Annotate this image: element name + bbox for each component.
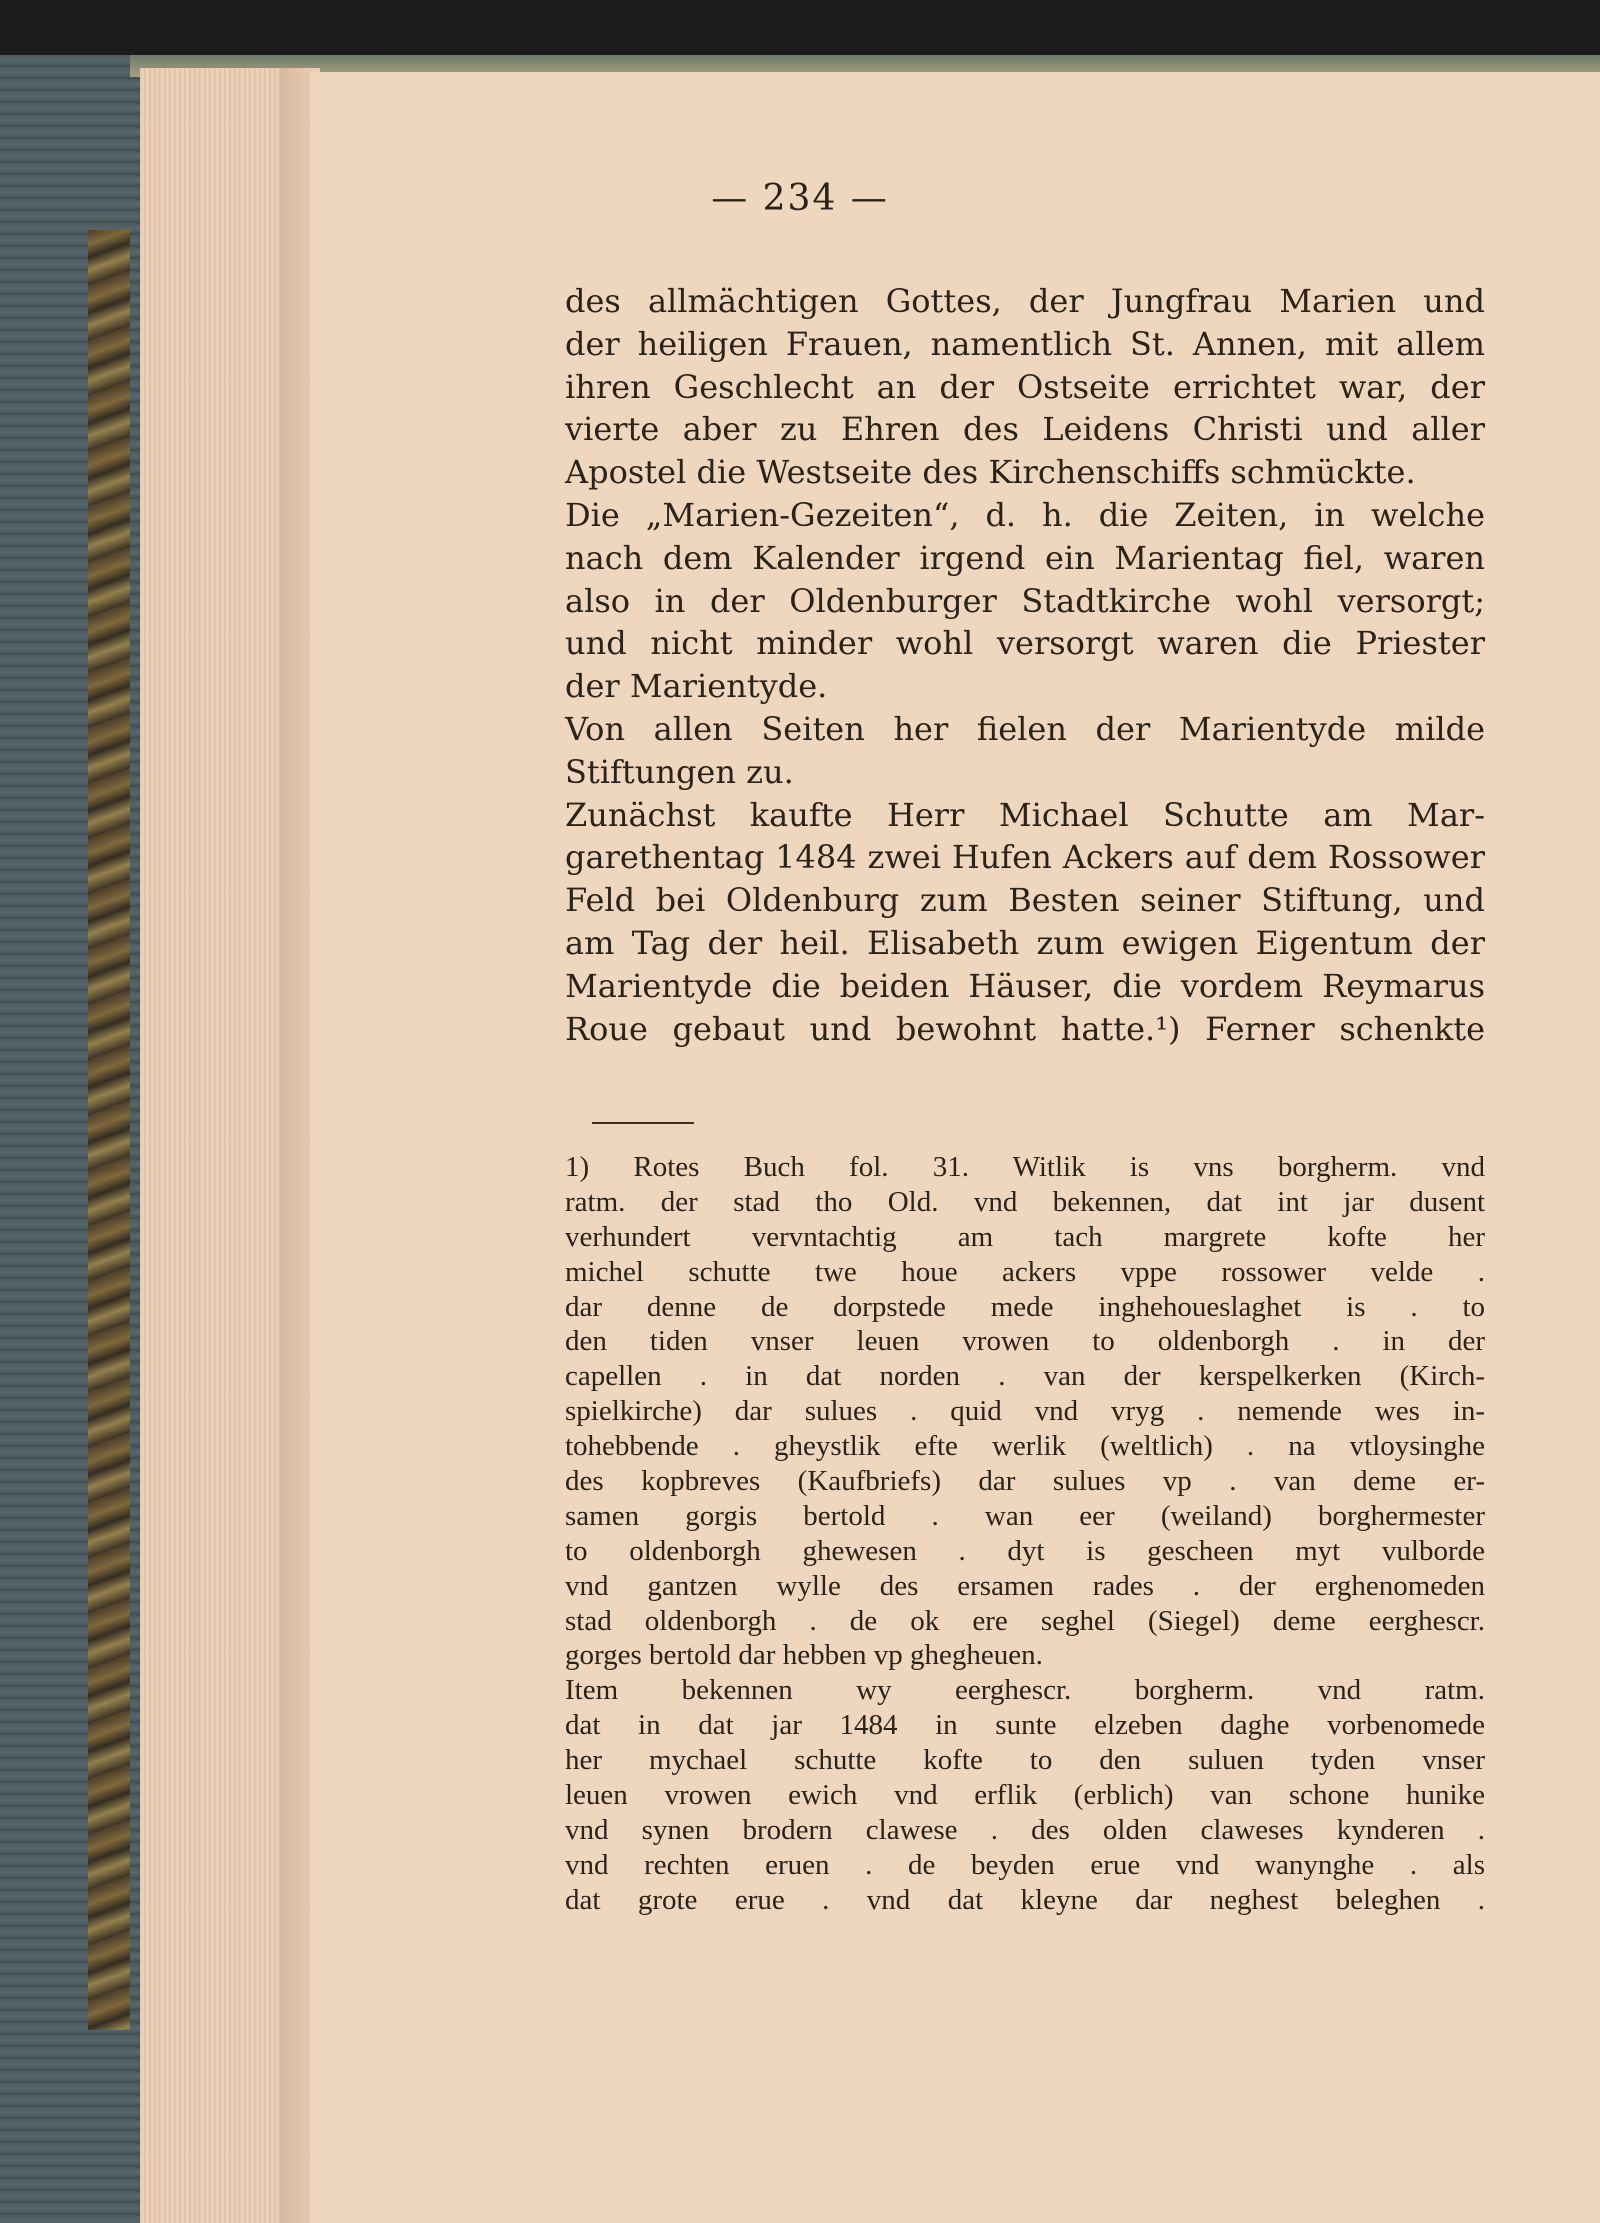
page-edges xyxy=(140,68,290,2223)
footnote-line: michel schutte twe houe ackers vppe rossower velde . xyxy=(565,1255,1485,1288)
footnote-line: dat grote erue . vnd dat kleyne dar neghest beleghen . xyxy=(565,1883,1485,1916)
footnote-line: dar denne de dorpstede mede inghehoueslaghet is . to xyxy=(565,1290,1485,1323)
footnote-line: 1) Rotes Buch fol. 31. Witlik is vns borgherm. vnd xyxy=(565,1151,1485,1183)
main-text xyxy=(565,280,1485,1050)
text-line: des allmächtigen Gottes, der Jungfrau Marien und xyxy=(565,282,1485,320)
text-line: am Tag der heil. Elisabeth zum ewigen Eigentum der xyxy=(565,923,1485,962)
text-line: der Marientyde. xyxy=(565,667,828,706)
footnote-line: leuen vrowen ewich vnd erflik (erblich) van schone hunike xyxy=(565,1779,1485,1812)
text-line: Zunächst kaufte Herr Michael Schutte am Mar- xyxy=(565,795,1485,834)
marbled-edge xyxy=(88,230,130,2030)
text-line: Feld bei Oldenburg zum Besten seiner Stiftung, und xyxy=(565,881,1485,920)
text-line: ihren Geschlecht an der Ostseite errichtet war, der xyxy=(565,367,1485,406)
footnote-line: her mychael schutte kofte to den suluen tyden vnser xyxy=(565,1744,1485,1777)
footnote xyxy=(565,1150,1485,1918)
text-line: Von allen Seiten her fielen der Marientyde milde xyxy=(565,709,1485,748)
footnote-line: stad oldenborgh . de ok ere seghel (Siegel) deme eerghescr. xyxy=(565,1604,1485,1637)
page-number: — 234 — xyxy=(711,178,889,219)
footnote-line: to oldenborgh ghewesen . dyt is gescheen myt vulborde xyxy=(565,1534,1485,1567)
footnote-line: vnd gantzen wylle des ersamen rades . der erghenomeden xyxy=(565,1569,1485,1602)
footnote-line: spielkirche) dar sulues . quid vnd vryg . nemende wes in- xyxy=(565,1395,1485,1428)
text-line: und nicht minder wohl versorgt waren die Priester xyxy=(565,624,1485,663)
footnote-line: vnd rechten eruen . de beyden erue vnd wanynghe . als xyxy=(565,1848,1485,1881)
text-line: Marientyde die beiden Häuser, die vordem Reymarus xyxy=(565,966,1485,1005)
footnote-line: tohebbende . gheystlik efte werlik (weltlich) . na vtloysinghe xyxy=(565,1430,1485,1463)
text-line: also in der Oldenburger Stadtkirche wohl versorgt; xyxy=(565,581,1485,620)
footnote-separator xyxy=(592,1122,694,1124)
footnote-line: den tiden vnser leuen vrowen to oldenborgh . in der xyxy=(565,1325,1485,1358)
text-line: Stiftungen zu. xyxy=(565,752,794,791)
footnote-line: capellen . in dat norden . van der kerspelkerken (Kirch- xyxy=(565,1360,1485,1393)
text-line: garethentag 1484 zwei Hufen Ackers auf dem Rossower xyxy=(565,838,1485,877)
footnote-line: des kopbreves (Kaufbriefs) dar sulues vp . van deme er- xyxy=(565,1465,1485,1498)
footnote-line: gorges bertold dar hebben vp ghegheuen. xyxy=(565,1639,1043,1672)
footnote-line: verhundert vervntachtig am tach margrete kofte her xyxy=(565,1220,1485,1253)
text-line: vierte aber zu Ehren des Leidens Christi und aller xyxy=(565,410,1485,449)
text-line: nach dem Kalender irgend ein Marientag fiel, waren xyxy=(565,538,1485,577)
text-line: Roue gebaut und bewohnt hatte.¹) Ferner schenkte xyxy=(565,1009,1485,1048)
footnote-line: ratm. der stad tho Old. vnd bekennen, dat int jar dusent xyxy=(565,1185,1485,1218)
text-line: Die „Marien-Gezeiten“, d. h. die Zeiten, in welche xyxy=(565,495,1485,534)
text-line: Apostel die Westseite des Kirchenschiffs schmückte. xyxy=(565,453,1416,492)
footnote-line: samen gorgis bertold . wan eer (weiland) borghermester xyxy=(565,1499,1485,1532)
footnote-line: dat in dat jar 1484 in sunte elzeben daghe vorbenomede xyxy=(565,1709,1485,1742)
footnote-line: Item bekennen wy eerghescr. borgherm. vnd ratm. xyxy=(565,1674,1485,1707)
text-line: der heiligen Frauen, namentlich St. Annen, mit allem xyxy=(565,324,1485,363)
footnote-line: vnd synen brodern clawese . des olden claweses kynderen . xyxy=(565,1813,1485,1846)
